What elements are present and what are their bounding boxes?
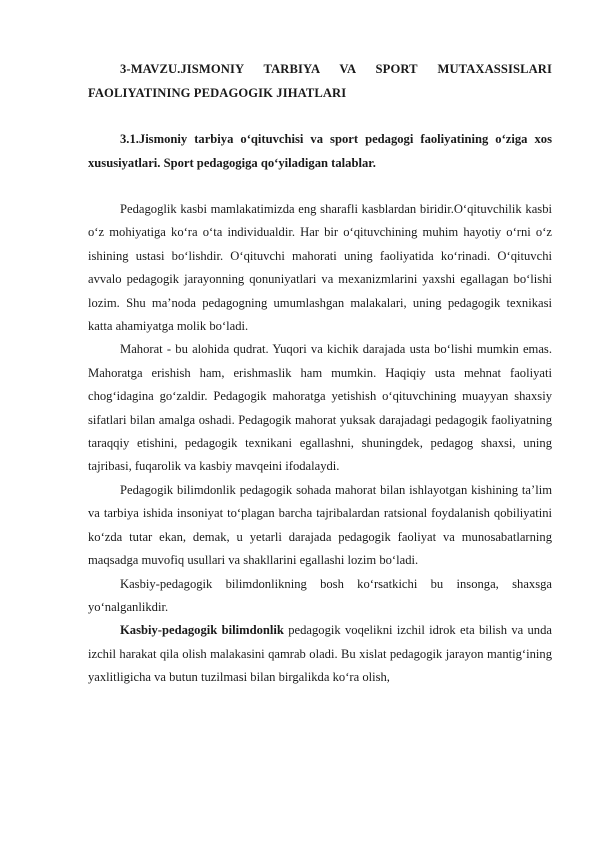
body-paragraph-2: Mahorat - bu alohida qudrat. Yuqori va kichik darajada usta bo‘lishi mumkin emas. Mahoratga erishish ham, erishmaslik ham mumkin. Haqiqiy usta mehnat faoliyati chog‘idagina go‘zaldir. Pedagogik mahoratga yetishish o‘qituvchining muayyan shaxsiy sifatlari bilan amalga oshadi. Pedagogik mahorat yuksak darajadagi pedagogik faoliyatning taraqqiy etishini, pedagogik texnikani egallashni, shuningdek, pedagog shaxsi, uning tajribasi, fuqarolik va kasbiy mavqeini ifodalaydi. [88,342,552,474]
body-paragraph-1: Pedagoglik kasbi mamlakatimizda eng sharafli kasblardan biridir.O‘qituvchilik kasbi o‘z mohiyatiga ko‘ra o‘ta individualdir. Har bir o‘qituvchining muhim hayotiy o‘rni o‘z ishining ustasi bo‘lishdir. O‘qituvchi mahorati uning faoliyatida ko‘rinadi. O‘qituvchi avvalo pedagogik jarayonning qonuniyatlari va mexanizmlarini yaxshi egallagan bo‘lishi lozim. Shu ma’noda pedagogning umumlashgan malakalari, uning pedagogik texnikasi katta ahamiyatga molik bo‘ladi. [88,202,552,334]
spacer [88,175,552,198]
paragraph-text: pedagogik voqelikni izchil idrok eta bilish va unda izchil harakat qila olish malakasini qamrab oladi. Bu xislat pedagogik jarayon mantig‘ining yaxlitligicha va butun tuzilmasi bilan birgalikda ko‘ra olish, [88,623,552,685]
section-subtitle: 3.1.Jismoniy tarbiya o‘qituvchisi va sport pedagogi faoliyatining o‘ziga xos xususiyatlari. Sport pedagogiga qo‘yiladigan talablar. [88,132,552,170]
bold-term: Kasbiy-pedagogik bilimdonlik [120,623,284,638]
document-title: 3-MAVZU.JISMONIY TARBIYA VA SPORT MUTAXASSISLARI FAOLIYATINING PEDAGOGIK JIHATLARI [88,62,552,100]
document-page [88,58,552,690]
body-paragraph-3: Pedagogik bilimdonlik pedagogik sohada mahorat bilan ishlayotgan kishining ta’lim va tarbiya ishida insoniyat to‘plagan barcha tajribalardan ratsional foydalanish qobiliyatini ko‘zda tutar ekan, demak, u yetarli darajada pedagogik faoliyat va munosabatlarning maqsadga muvofiq usullari va shakllarini egallashi lozim bo‘ladi. [88,482,552,568]
body-paragraph-5 [88,619,552,689]
spacer [88,105,552,128]
body-paragraph-4: Kasbiy-pedagogik bilimdonlikning bosh ko‘rsatkichi bu insonga, shaxsga yo‘nalganlikdir. [88,576,552,614]
